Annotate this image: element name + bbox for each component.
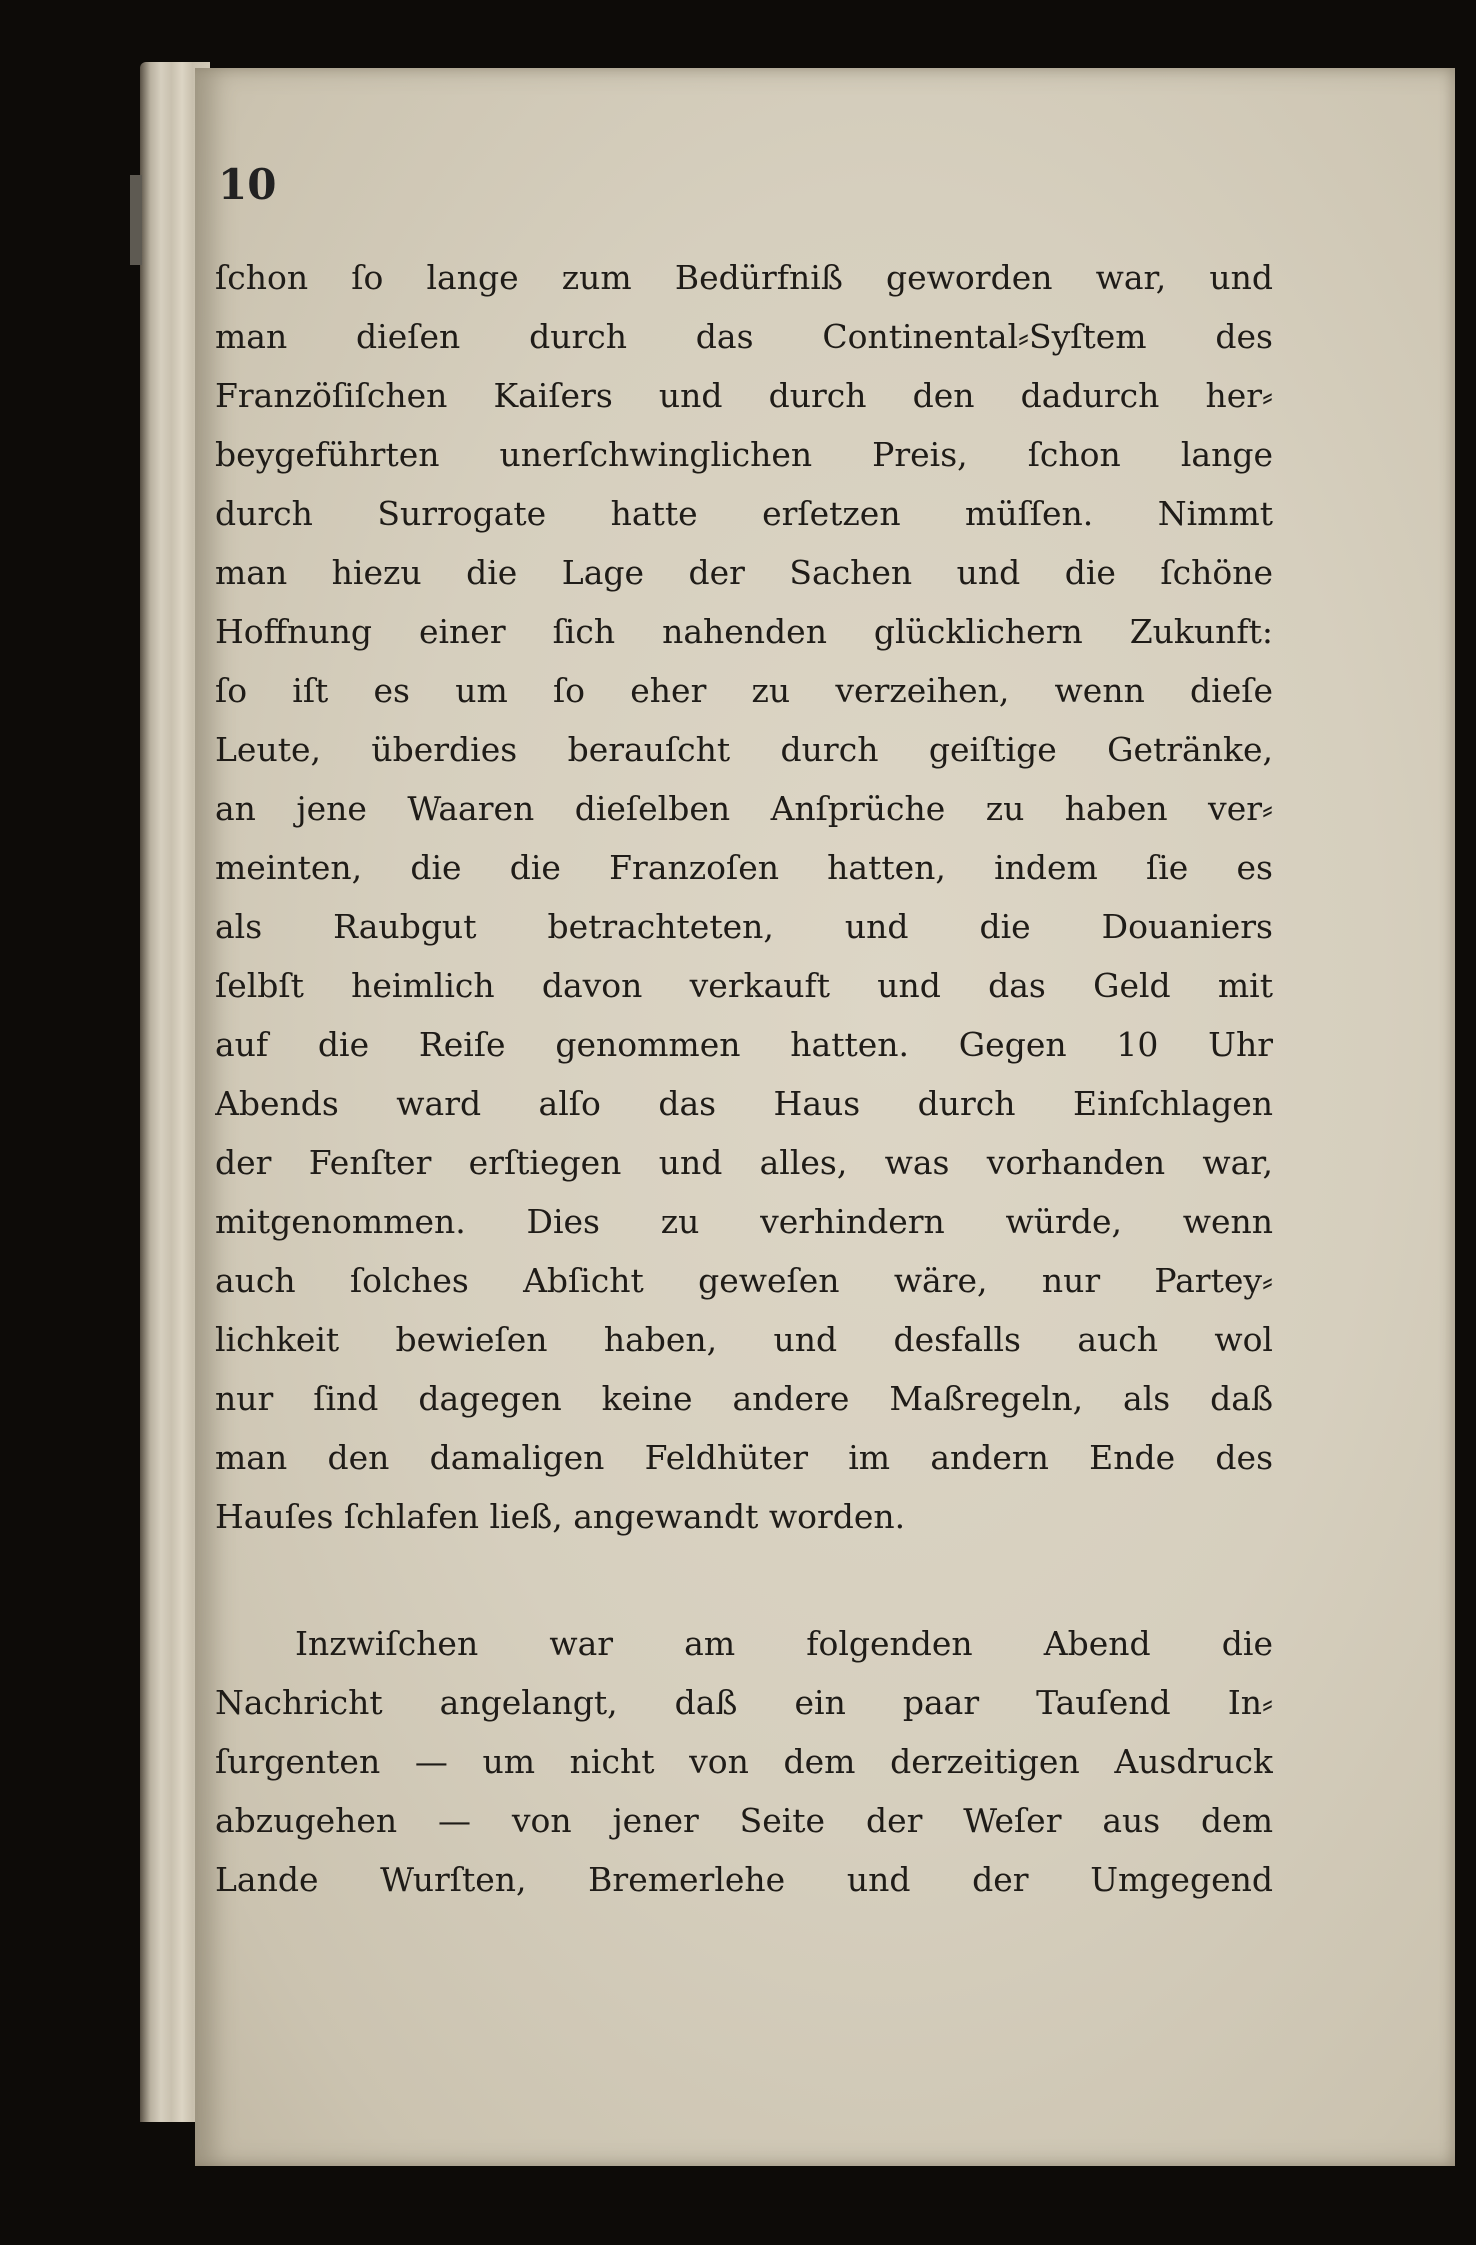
text-line: nur ſind dagegen keine andere Maßregeln, als daß [215, 1379, 1273, 1418]
text-line: Hoffnung einer ſich nahenden glücklichern Zukunft: [215, 612, 1273, 651]
text-line: ſchon ſo lange zum Bedürfniß geworden war, und [215, 258, 1273, 297]
text-line: man hiezu die Lage der Sachen und die ſchöne [215, 553, 1273, 592]
text-line: Hauſes ſchlafen ließ, angewandt worden. [215, 1497, 906, 1536]
text-line: Nachricht angelangt, daß ein paar Tauſend In⸗ [215, 1683, 1273, 1722]
text-line: man den damaligen Feldhüter im andern Ende des [215, 1438, 1273, 1477]
text-line: Inzwiſchen war am folgenden Abend die [295, 1624, 1273, 1663]
text-line: an jene Waaren dieſelben Anſprüche zu haben ver⸗ [215, 789, 1273, 828]
text-line: meinten, die die Franzoſen hatten, indem ſie es [215, 848, 1273, 887]
text-line: Franzöſiſchen Kaiſers und durch den dadurch her⸗ [215, 376, 1273, 415]
paragraph-gap [215, 1546, 1273, 1614]
text-line: beygeführten unerſchwinglichen Preis, ſchon lange [215, 435, 1273, 474]
text-line: ſelbſt heimlich davon verkauft und das Geld mit [215, 966, 1273, 1005]
text-line: der Fenſter erſtiegen und alles, was vorhanden war, [215, 1143, 1273, 1182]
paragraph-1 [215, 248, 1273, 1546]
text-line: ſo iſt es um ſo eher zu verzeihen, wenn dieſe [215, 671, 1273, 710]
text-line: als Raubgut betrachteten, und die Douaniers [215, 907, 1273, 946]
text-line: man dieſen durch das Continental⸗Syſtem des [215, 317, 1273, 356]
text-line: Abends ward alſo das Haus durch Einſchlagen [215, 1084, 1273, 1123]
text-line: abzugehen — von jener Seite der Weſer aus dem [215, 1801, 1273, 1840]
text-line: auf die Reiſe genommen hatten. Gegen 10 Uhr [215, 1025, 1273, 1064]
text-line: auch ſolches Abſicht geweſen wäre, nur Partey⸗ [215, 1261, 1273, 1300]
paragraph-2 [215, 1614, 1273, 1909]
text-line: Lande Wurſten, Bremerlehe und der Umgegend [215, 1860, 1273, 1899]
text-line: ſurgenten — um nicht von dem derzeitigen Ausdruck [215, 1742, 1273, 1781]
text-line: Leute, überdies berauſcht durch geiſtige Getränke, [215, 730, 1273, 769]
text-line: mitgenommen. Dies zu verhindern würde, wenn [215, 1202, 1273, 1241]
text-line: durch Surrogate hatte erſetzen müſſen. Nimmt [215, 494, 1273, 533]
page-number: 10 [218, 160, 277, 209]
body-text [215, 248, 1273, 1909]
book-binding [130, 175, 142, 265]
text-line: lichkeit bewieſen haben, und desfalls auch wol [215, 1320, 1273, 1359]
